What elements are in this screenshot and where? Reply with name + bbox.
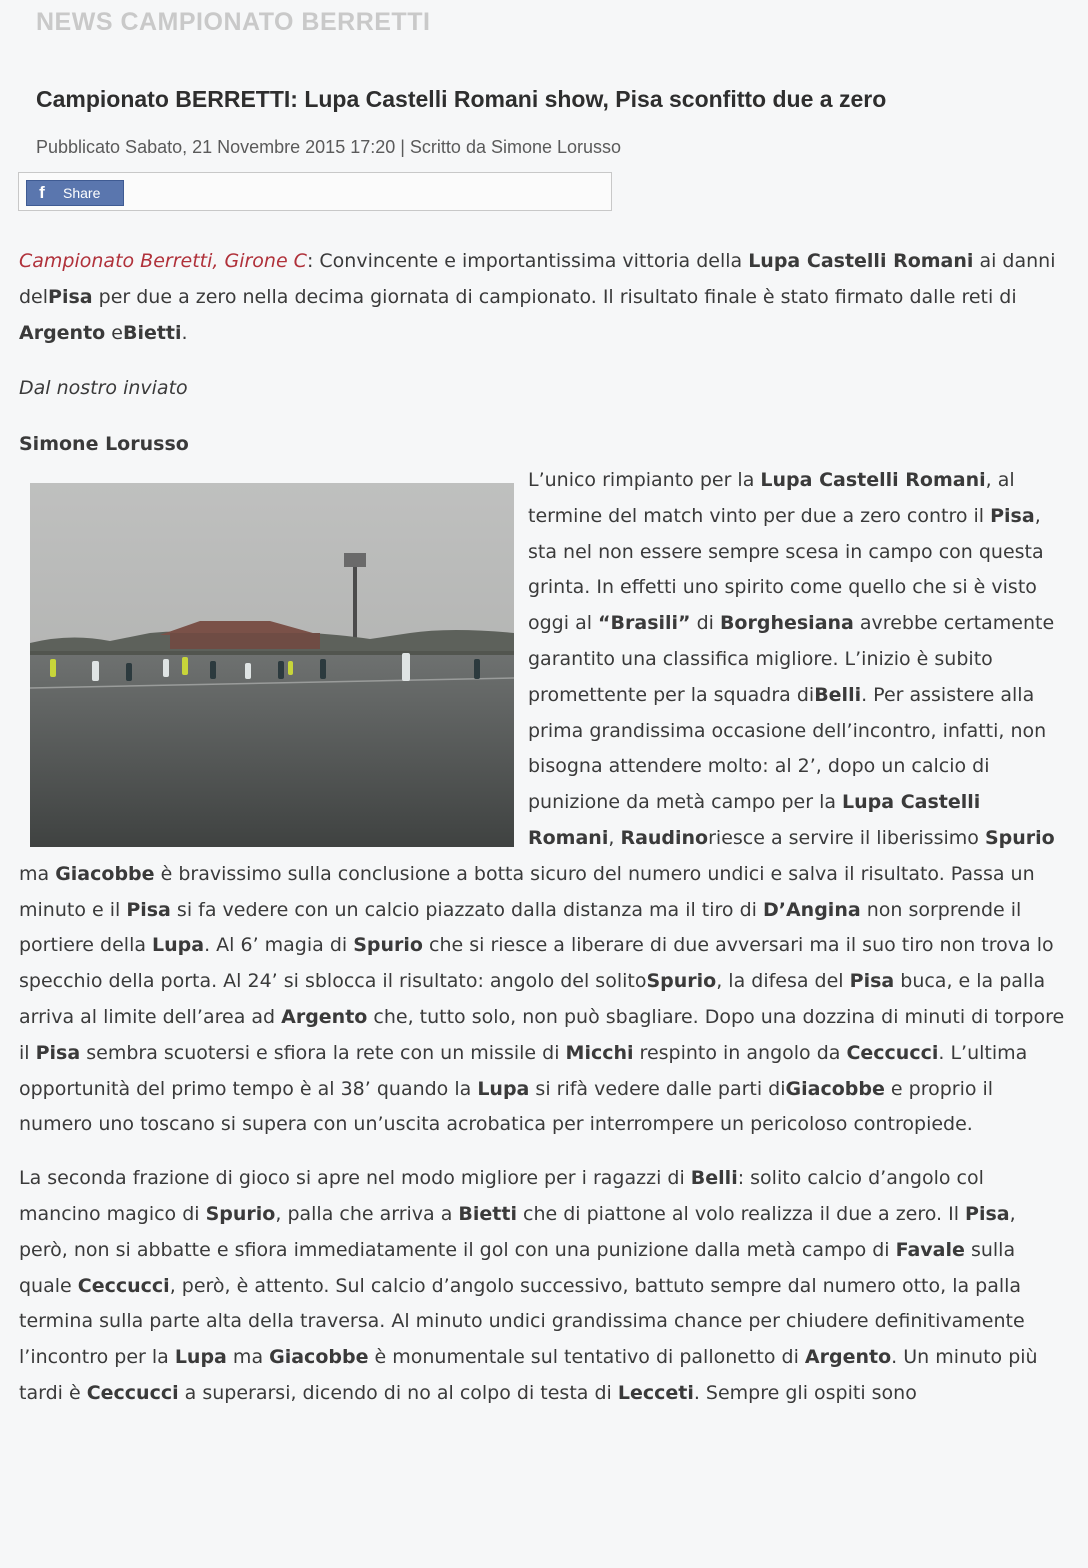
share-label: Share xyxy=(63,185,101,201)
facebook-icon: f xyxy=(39,183,45,202)
intro-paragraph: Campionato Berretti, Girone C: Convincente e importantissima vittoria della Lupa Castelli Romani ai danni delPisa per due a zero nella decima giornata di campionato. Il risultato finale è stato firmato dalle reti di Argento eBietti. xyxy=(19,250,1056,344)
intro-lead: Campionato Berretti, Girone C xyxy=(19,250,307,272)
article-body xyxy=(19,244,1069,1412)
section-title: NEWS CAMPIONATO BERRETTI xyxy=(36,8,431,36)
match-photo xyxy=(30,483,514,847)
facebook-share-button[interactable] xyxy=(26,180,124,206)
article-title[interactable]: Campionato BERRETTI: Lupa Castelli Romani show, Pisa sconfitto due a zero xyxy=(36,86,887,112)
byline-author: Simone Lorusso xyxy=(19,433,189,456)
share-bar xyxy=(18,172,612,211)
byline-label: Dal nostro inviato xyxy=(19,377,188,400)
match-report-paragraph-1: L’unico rimpianto per la Lupa Castelli Romani, al termine del match vinto per due a zero contro il Pisa, sta nel non essere sempre scesa in campo con questa grinta. In effetti uno spirito come quello che si è visto oggi al “Brasili” di Borghesiana avrebbe certamente garantito una classifica migliore. L’inizio è subito promettente per la squadra diBelli. Per assistere alla prima grandissima occasione dell’incontro, infatti, non bisogna attendere molto: al 2’, dopo un calcio di punizione da metà campo per la Lupa Castelli Romani, Raudinoriesce a servire il liberissimo Spurio ma Giacobbe è bravissimo sulla conclusione a botta sicuro del numero undici e salva il risultato. Passa un minuto e il Pisa si fa vedere con un calcio piazzato dalla distanza ma il tiro di D’Angina non sorprende il portiere della Lupa. Al 6’ magia di Spurio che si riesce a liberare di due avversari ma il suo tiro non trova lo specchio della porta. Al 24’ si sblocca il risultato: angolo del solitoSpurio, la difesa del Pisa buca, e la palla arriva al limite dell’area ad Argento che, tutto solo, non può sbagliare. Dopo una dozzina di minuti di torpore il Pisa sembra scuotersi e sfiora la rete con un missile di Micchi respinto in angolo da Ceccucci. L’ultima opportunità del primo tempo è al 38’ quando la Lupa si rifà vedere dalle parti diGiacobbe e proprio il numero uno toscano si supera con un’uscita acrobatica per interrompere un pericoloso contropiede. xyxy=(19,468,1065,1136)
article-meta: Pubblicato Sabato, 21 Novembre 2015 17:20 | Scritto da Simone Lorusso xyxy=(36,137,622,157)
match-report-paragraph-2: La seconda frazione di gioco si apre nel modo migliore per i ragazzi di Belli: solito calcio d’angolo col mancino magico di Spurio, palla che arriva a Bietti che di piattone al volo realizza il due a zero. Il Pisa, però, non si abbatte e sfiora immediatamente il gol con una punizione dalla metà campo di Favale sulla quale Ceccucci, però, è attento. Sul calcio d’angolo successivo, battuto sempre dal numero otto, la palla termina sulla parte alta della traversa. Al minuto undici grandissima chance per chiudere definitivamente l’incontro per la Lupa ma Giacobbe è monumentale sul tentativo di pallonetto di Argento. Un minuto più tardi è Ceccucci a superarsi, dicendo di no al colpo di testa di Lecceti. Sempre gli ospiti sono xyxy=(19,1167,1038,1404)
